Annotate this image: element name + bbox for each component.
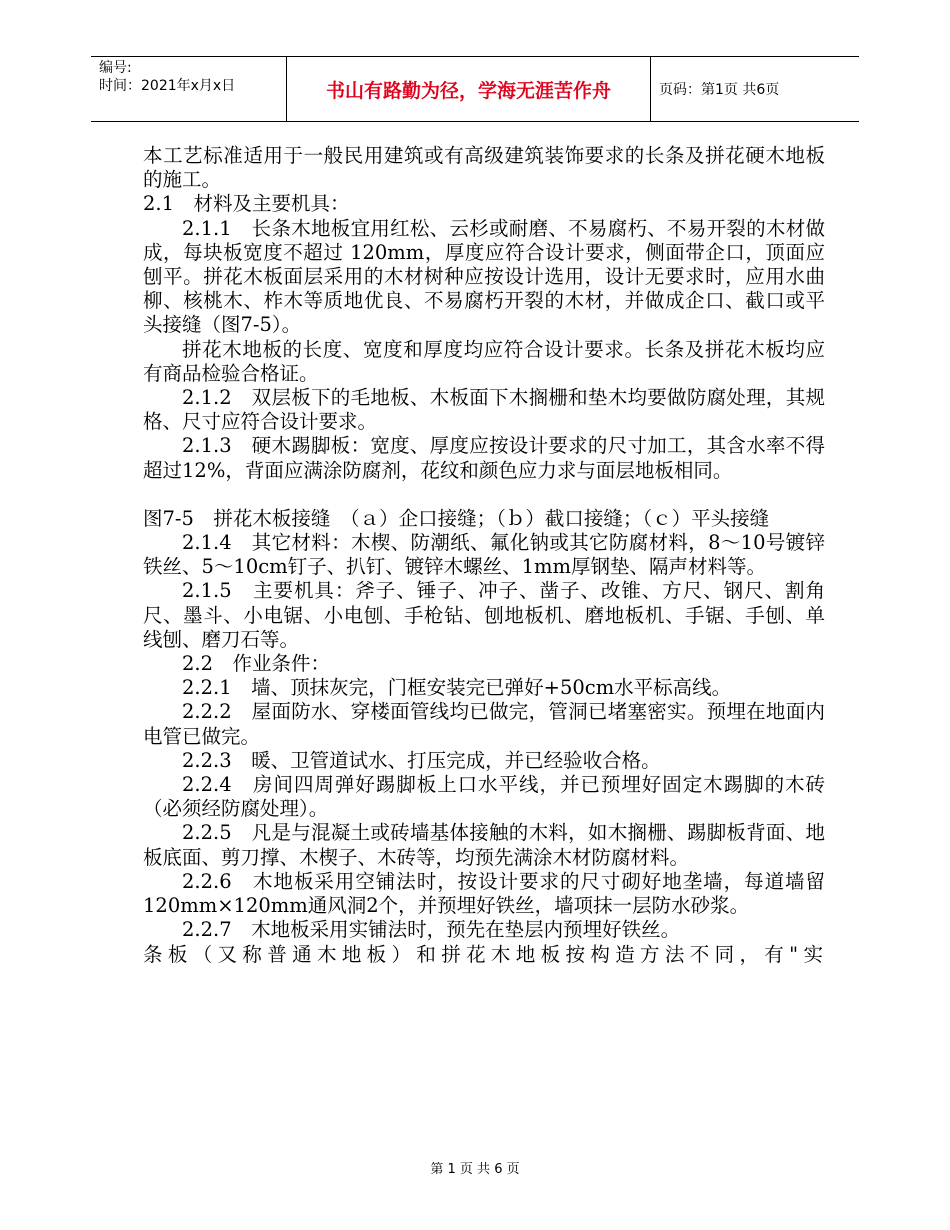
- section-heading-2-2: 2.2 作业条件：: [182, 652, 331, 676]
- figure-caption-7-5: 图7-5 拼花木板接缝 （ａ）企口接缝；（ｂ）截口接缝；（ｃ）平头接缝: [143, 506, 770, 530]
- paragraph-2-1-4: 2.1.4 其它材料：木楔、防潮纸、氟化钠或其它防腐材料，8～10号镀锌铁丝、5～10cm钉子、扒钉、镀锌木螺丝、1mm厚钢垫、隔声材料等。: [143, 531, 825, 579]
- paragraph-2-1-1: 2.1.1 长条木地板宜用红松、云杉或耐磨、不易腐朽、不易开裂的木材做成，每块板宽度不超过 120mm，厚度应符合设计要求，侧面带企口，顶面应刨平。拼花木板面层采用的木材树种应按设计选用，设计无要求时，应用水曲柳、核桃木、柞木等质地优良、不易腐朽开裂的木材，并做成企口、截口或平头接缝（图7-5）。: [143, 216, 825, 337]
- paragraph-2-2-2: 2.2.2 屋面防水、穿楼面管线均已做完，管洞已堵塞密实。预埋在地面内电管已做完。: [143, 700, 825, 748]
- paragraph-2-2-3: 2.2.3 暖、卫管道试水、打压完成，并已经验收合格。: [182, 748, 661, 772]
- header-page-info: 页码：第1页 共6页: [659, 82, 780, 98]
- paragraph-floor-types: 条板（又称普通木地板）和拼花木地板按构造方法不同，有"实: [143, 942, 825, 966]
- paragraph-2-1-5: 2.1.5 主要机具：斧子、锤子、冲子、凿子、改锥、方尺、钢尺、割角尺、墨斗、小电锯、小电刨、手枪钻、刨地板机、磨地板机、手锯、手刨、单线刨、磨刀石等。: [143, 579, 825, 651]
- paragraph-2-1-3: 2.1.3 硬木踢脚板：宽度、厚度应按设计要求的尺寸加工，其含水率不得超过12%，背面应满涂防腐剂，花纹和颜色应力求与面层地板相同。: [143, 434, 825, 482]
- header-motto: 书山有路勤为径，学海无涯苦作舟: [286, 57, 651, 121]
- page-footer: 第 1 页 共 6 页: [430, 1162, 520, 1177]
- document-time-label: 时间：2021年x月x日: [99, 78, 236, 94]
- paragraph-2-2-1: 2.2.1 墙、顶抹灰完，门框安装完已弹好+50cm水平标高线。: [182, 676, 732, 700]
- paragraph-2-1-2: 2.1.2 双层板下的毛地板、木板面下木搁栅和垫木均要做防腐处理，其规格、尺寸应符合设计要求。: [143, 386, 825, 434]
- paragraph-intro: 本工艺标准适用于一般民用建筑或有高级建筑装饰要求的长条及拼花硬木地板的施工。: [143, 144, 825, 192]
- document-body: [143, 144, 825, 967]
- paragraph-parquet-size: 拼花木地板的长度、宽度和厚度均应符合设计要求。长条及拼花木板均应有商品检验合格证。: [143, 337, 825, 385]
- document-number-label: 编号:: [99, 60, 132, 76]
- paragraph-2-2-6: 2.2.6 木地板采用空铺法时，按设计要求的尺寸砌好地垄墙，每道墙留120mm×120mm通风洞2个，并预埋好铁丝，墙项抹一层防水砂浆。: [143, 869, 825, 918]
- paragraph-2-2-4: 2.2.4 房间四周弹好踢脚板上口水平线，并已预埋好固定木踢脚的木砖（必须经防腐处理）。: [143, 773, 825, 821]
- paragraph-2-2-7: 2.2.7 木地板采用实铺法时，预先在垫层内预埋好铁丝。: [182, 918, 681, 942]
- paragraph-2-2-5: 2.2.5 凡是与混凝土或砖墙基体接触的木料，如木搁栅、踢脚板背面、地板底面、剪刀撑、木楔子、木砖等，均预先满涂木材防腐材料。: [143, 821, 825, 869]
- section-heading-2-1: 2.1 材料及主要机具：: [143, 192, 350, 216]
- header-meta: [91, 57, 286, 121]
- page-header: [91, 56, 859, 122]
